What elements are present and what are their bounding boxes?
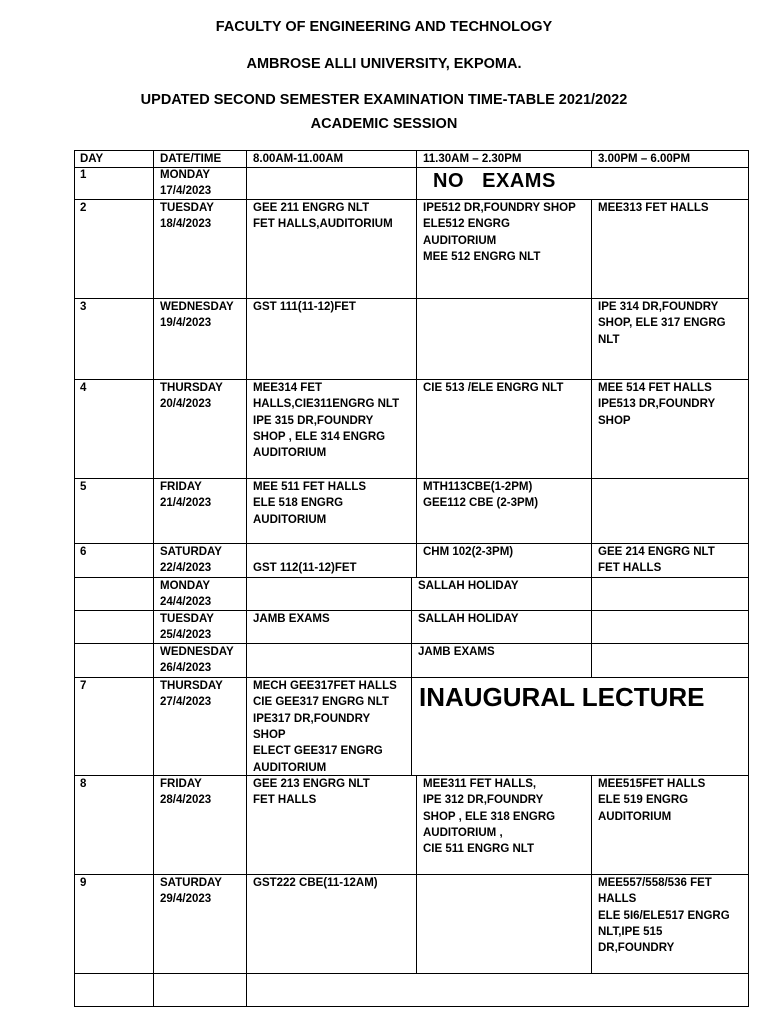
table-rule bbox=[591, 150, 592, 167]
table-rule bbox=[411, 577, 412, 776]
date-cell: SATURDAY bbox=[160, 546, 222, 558]
table-rule bbox=[74, 1006, 749, 1007]
date-cell: 21/4/2023 bbox=[160, 497, 212, 510]
slot-morning: SHOP , ELE 314 ENGRG bbox=[253, 430, 386, 443]
date-cell: SATURDAY bbox=[160, 877, 222, 889]
table-rule bbox=[74, 150, 75, 1007]
column-header: 11.30AM – 2.30PM bbox=[423, 153, 522, 165]
slot-afternoon: IPE 314 DR,FOUNDRY bbox=[598, 301, 719, 313]
slot-morning: JAMB EXAMS bbox=[253, 613, 330, 625]
slot-afternoon: FET HALLS bbox=[598, 562, 662, 575]
slot-morning: GEE 211 ENGRG NLT bbox=[253, 202, 370, 214]
slot-midday: CIE 511 ENGRG NLT bbox=[423, 843, 534, 856]
slot-afternoon: HALLS bbox=[598, 893, 637, 906]
table-rule bbox=[153, 150, 154, 1007]
date-cell: 29/4/2023 bbox=[160, 893, 212, 906]
slot-afternoon: AUDITORIUM bbox=[598, 810, 672, 823]
day-number: 8 bbox=[80, 778, 87, 790]
date-cell: 20/4/2023 bbox=[160, 398, 212, 411]
date-cell: 27/4/2023 bbox=[160, 696, 212, 709]
slot-afternoon: NLT bbox=[598, 333, 620, 346]
date-cell: 24/4/2023 bbox=[160, 596, 212, 609]
slot-morning: HALLS,CIE311ENGRG NLT bbox=[253, 398, 400, 411]
slot-afternoon: SHOP, ELE 317 ENGRG bbox=[598, 317, 726, 330]
table-rule bbox=[74, 973, 749, 974]
slot-morning: SHOP bbox=[253, 728, 286, 741]
slot-midday: CHM 102(2-3PM) bbox=[423, 546, 514, 558]
slot-morning: FET HALLS bbox=[253, 794, 317, 807]
slot-midday: GEE112 CBE (2-3PM) bbox=[423, 497, 539, 510]
session-title: ACADEMIC SESSION bbox=[310, 116, 458, 132]
no-exams-label: NO EXAMS bbox=[433, 170, 556, 192]
date-cell: 18/4/2023 bbox=[160, 218, 212, 231]
date-cell: WEDNESDAY bbox=[160, 646, 234, 658]
slot-morning: IPE317 DR,FOUNDRY bbox=[253, 712, 371, 725]
slot-midday: MEE311 FET HALLS, bbox=[423, 778, 537, 790]
slot-morning: AUDITORIUM bbox=[253, 513, 327, 526]
date-cell: WEDNESDAY bbox=[160, 301, 234, 313]
slot-morning: GEE 213 ENGRG NLT bbox=[253, 778, 370, 790]
slot-afternoon: SHOP bbox=[598, 414, 631, 427]
slot-afternoon: MEE515FET HALLS bbox=[598, 778, 706, 790]
column-header: DAY bbox=[80, 153, 104, 165]
slot-midday: AUDITORIUM , bbox=[423, 826, 503, 839]
day-number: 5 bbox=[80, 481, 87, 493]
slot-morning: IPE 315 DR,FOUNDRY bbox=[253, 414, 374, 427]
table-rule bbox=[246, 150, 247, 1007]
slot-morning: AUDITORIUM bbox=[253, 447, 327, 460]
slot-midday: IPE512 DR,FOUNDRY SHOP bbox=[423, 202, 576, 214]
slot-midday: SHOP , ELE 318 ENGRG bbox=[423, 810, 556, 823]
date-cell: 26/4/2023 bbox=[160, 662, 212, 675]
slot-morning: MEE 511 FET HALLS bbox=[253, 481, 367, 493]
slot-afternoon: ELE 5I6/ELE517 ENGRG bbox=[598, 909, 730, 922]
date-cell: MONDAY bbox=[160, 580, 211, 592]
slot-morning: ELECT GEE317 ENGRG bbox=[253, 745, 383, 758]
date-cell: FRIDAY bbox=[160, 778, 202, 790]
date-cell: 25/4/2023 bbox=[160, 629, 212, 642]
date-cell: FRIDAY bbox=[160, 481, 202, 493]
slot-afternoon: IPE513 DR,FOUNDRY bbox=[598, 398, 716, 411]
slot-morning: MEE314 FET bbox=[253, 382, 323, 394]
slot-morning: GST222 CBE(11-12AM) bbox=[253, 877, 378, 889]
slot-afternoon: MEE 514 FET HALLS bbox=[598, 382, 712, 394]
day-number: 6 bbox=[80, 546, 87, 558]
slot-afternoon: ELE 519 ENGRG bbox=[598, 794, 689, 807]
day-number: 4 bbox=[80, 382, 87, 394]
date-cell: 17/4/2023 bbox=[160, 185, 212, 198]
date-cell: 19/4/2023 bbox=[160, 317, 212, 330]
slot-midday: MEE 512 ENGRG NLT bbox=[423, 250, 541, 263]
column-header: 3.00PM – 6.00PM bbox=[598, 153, 691, 165]
column-header: DATE/TIME bbox=[160, 153, 222, 165]
day-number: 2 bbox=[80, 202, 87, 214]
university-title: AMBROSE ALLI UNIVERSITY, EKPOMA. bbox=[246, 56, 522, 72]
slot-morning: MECH GEE317FET HALLS bbox=[253, 680, 397, 692]
slot-morning: FET HALLS,AUDITORIUM bbox=[253, 218, 393, 231]
slot-midday: SALLAH HOLIDAY bbox=[418, 580, 519, 592]
day-number: 1 bbox=[80, 169, 87, 181]
slot-midday: AUDITORIUM bbox=[423, 234, 497, 247]
slot-afternoon: MEE313 FET HALLS bbox=[598, 202, 709, 214]
table-rule bbox=[748, 150, 749, 1007]
slot-midday: CIE 513 /ELE ENGRG NLT bbox=[423, 382, 564, 394]
slot-midday: JAMB EXAMS bbox=[418, 646, 495, 658]
date-cell: TUESDAY bbox=[160, 613, 214, 625]
slot-midday: IPE 312 DR,FOUNDRY bbox=[423, 794, 544, 807]
slot-midday: SALLAH HOLIDAY bbox=[418, 613, 519, 625]
timetable-title: UPDATED SECOND SEMESTER EXAMINATION TIME-TABLE 2021/2022 bbox=[140, 92, 628, 108]
date-cell: MONDAY bbox=[160, 169, 211, 181]
slot-morning: GST 112(11-12)FET bbox=[253, 562, 357, 575]
inaugural-lecture-label: INAUGURAL LECTURE bbox=[419, 682, 705, 712]
slot-morning: GST 111(11-12)FET bbox=[253, 301, 356, 313]
slot-afternoon: NLT,IPE 515 bbox=[598, 925, 663, 938]
date-cell: TUESDAY bbox=[160, 202, 214, 214]
table-rule bbox=[416, 775, 417, 974]
date-cell: 22/4/2023 bbox=[160, 562, 212, 575]
slot-morning: ELE 518 ENGRG bbox=[253, 497, 344, 510]
slot-afternoon: MEE557/558/536 FET bbox=[598, 877, 712, 889]
slot-midday: MTH113CBE(1-2PM) bbox=[423, 481, 533, 493]
column-header: 8.00AM-11.00AM bbox=[253, 153, 344, 165]
slot-morning: CIE GEE317 ENGRG NLT bbox=[253, 696, 389, 709]
date-cell: THURSDAY bbox=[160, 680, 223, 692]
day-number: 9 bbox=[80, 877, 87, 889]
slot-morning: AUDITORIUM bbox=[253, 761, 327, 774]
day-number: 3 bbox=[80, 301, 87, 313]
faculty-title: FACULTY OF ENGINEERING AND TECHNOLOGY bbox=[215, 19, 553, 35]
slot-afternoon: DR,FOUNDRY bbox=[598, 942, 675, 955]
table-rule bbox=[591, 199, 592, 678]
table-rule bbox=[416, 199, 417, 578]
date-cell: THURSDAY bbox=[160, 382, 223, 394]
slot-afternoon: GEE 214 ENGRG NLT bbox=[598, 546, 715, 558]
table-rule bbox=[416, 150, 417, 199]
date-cell: 28/4/2023 bbox=[160, 794, 212, 807]
table-rule bbox=[591, 775, 592, 974]
day-number: 7 bbox=[80, 680, 87, 692]
slot-midday: ELE512 ENGRG bbox=[423, 218, 510, 231]
